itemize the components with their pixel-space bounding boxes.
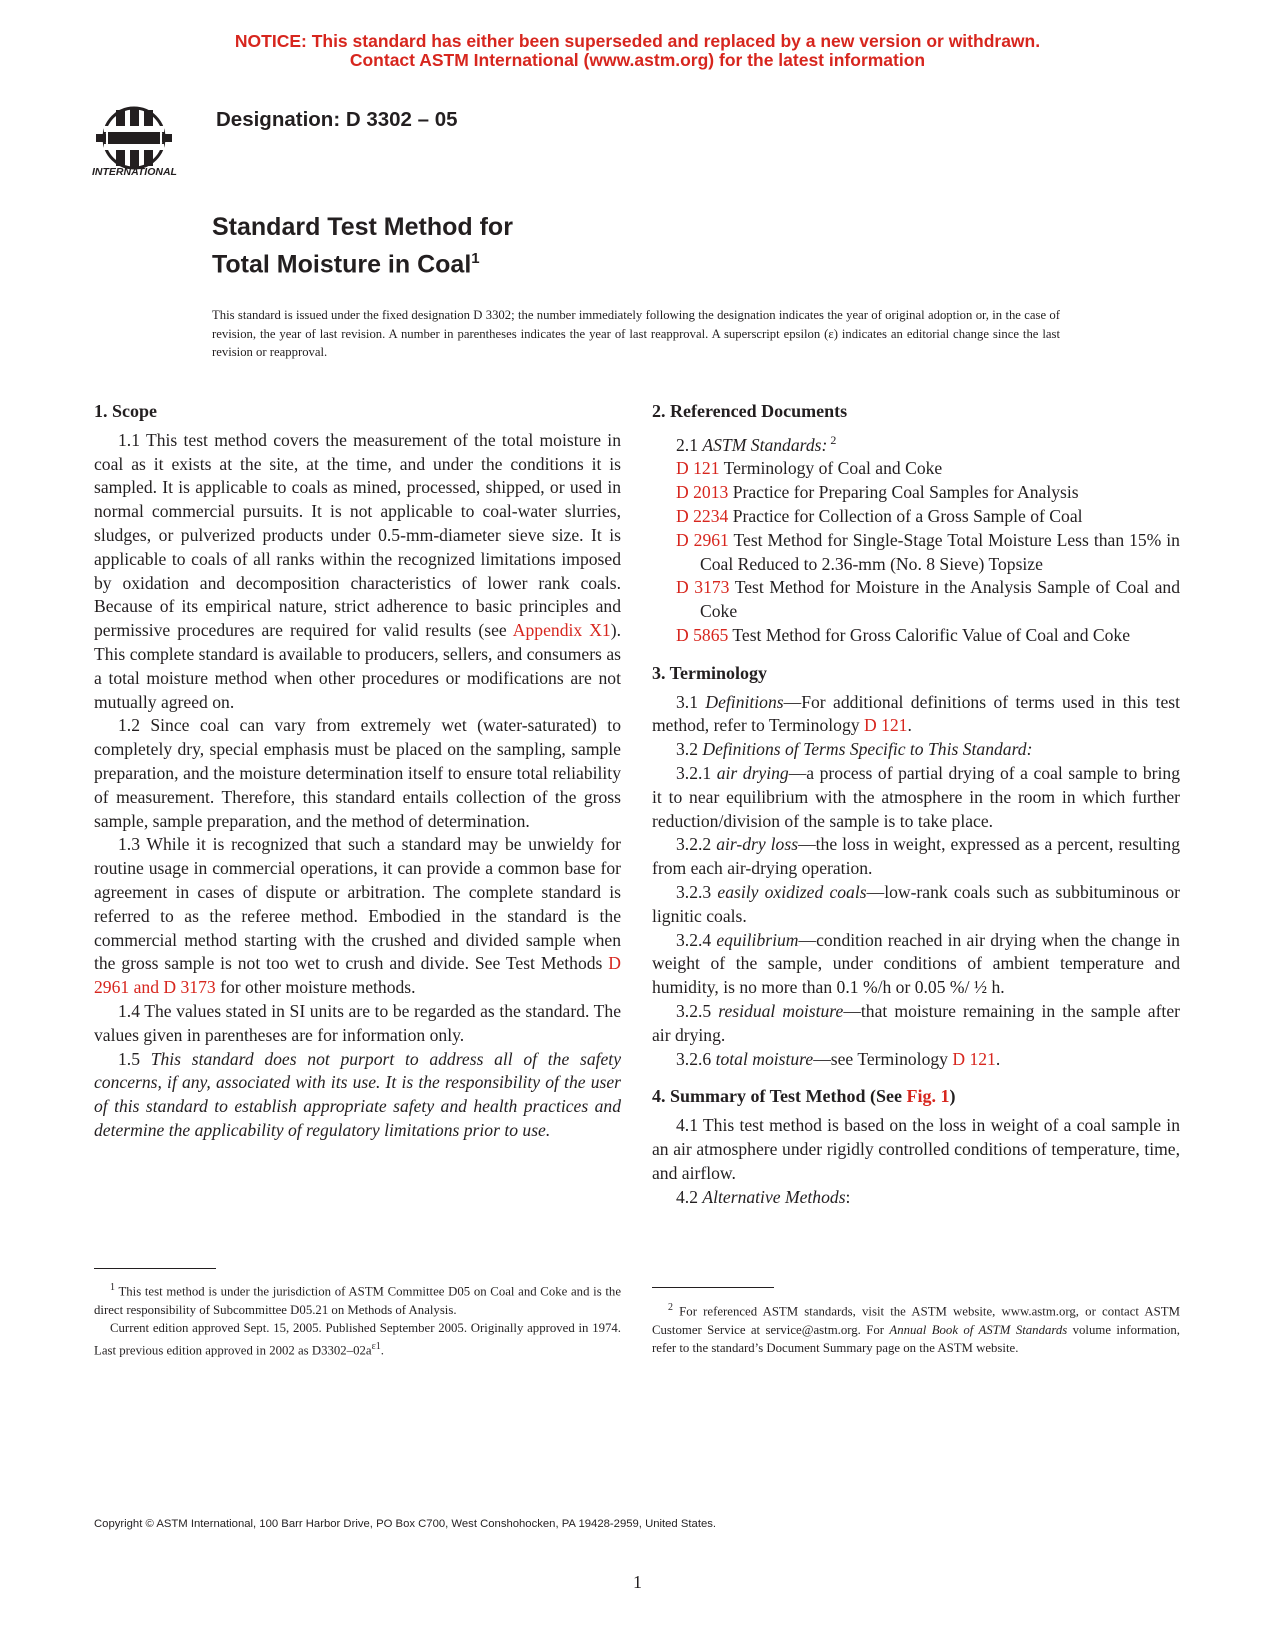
reference-item: [676, 505, 1180, 529]
document-title: [212, 212, 513, 280]
term-3-1-num: 3.1: [676, 691, 706, 712]
footnote-1-p2-text: Current edition approved Sept. 15, 2005. Published September 2005. Originally approved in 1974. Last previous edition approved in 2002 as D3302–02a: [94, 1321, 621, 1358]
def-num: 3.2.4: [676, 929, 717, 950]
ref-sub-italic: ASTM Standards:: [702, 434, 828, 455]
ref-d5865-title: Test Method for Gross Calorific Value of Coal and Coke: [728, 625, 1131, 646]
ref-d121-title: Terminology of Coal and Coke: [719, 458, 943, 479]
term-3-2-6-end: .: [995, 1048, 1001, 1069]
fig-1-link[interactable]: Fig. 1: [906, 1086, 950, 1107]
d2961-d3173-link[interactable]: D 2961 and D 3173: [94, 953, 621, 998]
term-3-2-6-d121-link[interactable]: D 121: [952, 1048, 996, 1069]
footnote-1-p2-end: .: [380, 1343, 384, 1358]
logo-text: INTERNATIONAL: [92, 166, 177, 178]
footnote-1-text: This test method is under the jurisdiction of ASTM Committee D05 on Coal and Coke and is the direct responsibility of Subcommittee D05.21 on Methods of Analysis.: [94, 1284, 621, 1317]
definition-item: [652, 1000, 1180, 1048]
term-3-1: [652, 691, 1180, 739]
reference-item: [676, 576, 1181, 624]
ref-d2234-link[interactable]: D 2234: [676, 506, 729, 527]
summary-para-4-2: [652, 1186, 1180, 1210]
notice-line-2: Contact ASTM International (www.astm.org) for the latest information: [349, 50, 926, 70]
scope-1-3-text-b: for other moisture methods.: [215, 977, 416, 998]
def-term: air drying: [716, 763, 789, 784]
footnote-2-end: volume information, refer to the standard’s Document Summary page on the ASTM website.: [652, 1322, 1180, 1356]
scope-1-1-text-b: ). This complete standard is available to producers, sellers, and consumers as a total moisture method when other procedures or modifications are not mutually agreed on.: [94, 620, 621, 712]
title-line-2: [212, 243, 513, 280]
summary-4-2-num: 4.2: [676, 1186, 703, 1207]
ref-d5865-link[interactable]: D 5865: [676, 625, 729, 646]
reference-item: [676, 457, 1180, 481]
left-column: [94, 400, 621, 1143]
scope-1-1-text-a: 1.1 This test method covers the measurement of the total moisture in coal as it exists at the site, at the time, and under the conditions it is sampled. It is applicable to coals as mined, processed, shipped, or used in normal commercial pursuits. It is not applicable to coal-water slurries, sludges, or pulverized products under 0.5-mm-diameter sieve size. It is applicable to coals of all ranks within the recognized limitations imposed by oxidation and decomposition characteristics of lower rank coals. Because of its empirical nature, strict adherence to basic principles and permissive procedures are required for valid results (see: [94, 429, 621, 641]
astm-standards-label: [676, 429, 1180, 458]
issue-note: This standard is issued under the fixed designation D 3302; the number immediately following the designation indicates the year of original adoption or, in the case of revision, the year of last revision. A number in parentheses indicates the year of last reapproval. A superscript epsilon (ε) indicates an editorial change since the last revision or reapproval.: [212, 308, 1060, 360]
def-num: 3.2.5: [676, 1000, 719, 1021]
astm-logo: [94, 104, 204, 184]
scope-1-5-num: 1.5: [118, 1048, 151, 1069]
scope-1-3-text-a: 1.3 While it is recognized that such a standard may be unwieldy for routine usage in commercial operations, it can provide a common base for agreement in cases of dispute or arbitration. The complete standard is referred to as the referee method. Embodied in the standard is the commercial method starting with the crushed and divided sample when the gross sample is not too wet to crush and divide. See Test Methods: [94, 834, 621, 974]
reference-list: [652, 457, 1180, 647]
term-3-1-end: .: [907, 715, 912, 736]
footnote-1-p2-sup: ε1: [371, 1340, 381, 1352]
footnote-2-italic: Annual Book of ASTM Standards: [889, 1322, 1068, 1337]
def-text: —a process of partial drying of a coal sample to bring it to near equilibrium with the atmosphere in the room in which further reduction/division of the sample is to take place.: [652, 763, 1180, 831]
summary-heading-text: 4. Summary of Test Method (See: [652, 1086, 907, 1107]
summary-heading-end: ): [949, 1086, 956, 1107]
footnote-2: [652, 1299, 1180, 1358]
title-line-1: Standard Test Method for: [212, 213, 513, 241]
ref-d3173-title: Test Method for Moisture in the Analysis Sample of Coal and Coke: [700, 577, 1181, 622]
designation: Designation: D 3302 – 05: [216, 108, 458, 131]
def-text: —low-rank coals such as subbituminous or lignitic coals.: [652, 882, 1180, 926]
term-3-2-6-num: 3.2.6: [676, 1048, 716, 1069]
ref-d2234-title: Practice for Collection of a Gross Sample of Coal: [728, 506, 1083, 527]
scope-para-1-5: [94, 1048, 621, 1143]
right-column: [652, 400, 1180, 1209]
def-text: —the loss in weight, expressed as a percent, resulting from each air-drying operation.: [652, 834, 1180, 879]
scope-para-1-1: [94, 429, 621, 715]
footnote-1-para: [94, 1279, 621, 1319]
term-3-2-num: 3.2: [676, 739, 703, 760]
summary-4-2-italic: Alternative Methods: [702, 1186, 846, 1207]
ref-d121-link[interactable]: D 121: [676, 458, 720, 479]
term-3-2-6-term: total moisture: [715, 1048, 814, 1069]
def-text: —condition reached in air drying when the change in weight of the sample, under conditions of ambient temperature and humidity, is no more than 0.1 %/h or 0.05 %/ ½ h.: [652, 929, 1180, 998]
scope-heading: 1. Scope: [94, 401, 157, 421]
definition-item: [652, 833, 1180, 881]
term-3-2-term: Definitions of Terms Specific to This Standard:: [702, 739, 1033, 760]
ref-sub-num: 2.1: [676, 434, 703, 455]
definition-item: [652, 929, 1180, 1000]
scope-para-1-3: [94, 833, 621, 1000]
ref-d2961-title: Test Method for Single-Stage Total Moisture Less than 15% in Coal Reduced to 2.36-mm (No. 8 Sieve) Topsize: [700, 529, 1180, 574]
referenced-heading: 2. Referenced Documents: [652, 401, 848, 421]
copyright-line: Copyright © ASTM International, 100 Barr Harbor Drive, PO Box C700, West Conshohocken, PA 19428-2959, United States.: [94, 1518, 717, 1530]
definition-item: [652, 762, 1180, 833]
reference-item: [676, 529, 1180, 577]
footnote-1-mark: 1: [110, 1282, 115, 1293]
def-term: air-dry loss: [716, 834, 799, 855]
title-footnote-mark: 1: [471, 250, 480, 267]
footnote-1: [94, 1279, 621, 1360]
title-line-2-text: Total Moisture in Coal: [212, 250, 472, 279]
def-term: residual moisture: [718, 1000, 844, 1021]
footnote-2-para: [652, 1299, 1180, 1358]
term-3-2-6-text: —see Terminology: [813, 1048, 953, 1069]
ref-d2961-link[interactable]: D 2961: [676, 529, 729, 550]
term-3-2: [652, 738, 1180, 762]
def-num: 3.2.1: [676, 763, 717, 784]
definition-item: [652, 881, 1180, 929]
summary-para-4-1: 4.1 This test method is based on the loss in weight of a coal sample in an air atmosphere under rigidly controlled conditions of temperature, time, and airflow.: [652, 1115, 1180, 1183]
term-d121-link[interactable]: D 121: [863, 715, 908, 736]
reference-item: [676, 624, 1180, 648]
term-3-2-6: [652, 1048, 1180, 1072]
footnote-2-text: For referenced ASTM standards, visit the ASTM website, www.astm.org, or contact ASTM Customer Service at service@astm.org. For: [652, 1304, 1180, 1337]
notice-line-1: NOTICE: This standard has either been superseded and replaced by a new version or withdrawn.: [234, 31, 1041, 51]
ref-sub-mark: 2: [827, 432, 837, 447]
term-3-1-text: —For additional definitions of terms used in this test method, refer to Terminology: [652, 691, 1181, 736]
scope-1-5-italic: This standard does not purport to address all of the safety concerns, if any, associated with its use. It is the responsibility of the user of this standard to establish appropriate safety and health practices and determine the applicability of regulatory limitations prior to use.: [94, 1048, 622, 1140]
def-term: easily oxidized coals: [717, 882, 867, 902]
scope-para-1-4: 1.4 The values stated in SI units are to be regarded as the standard. The values given in parentheses are for information only.: [94, 1000, 621, 1045]
summary-4-2-end: :: [845, 1186, 851, 1207]
page-number: 1: [633, 1572, 642, 1592]
reference-item: [676, 481, 1180, 505]
summary-heading: [652, 1085, 1180, 1109]
def-text: —that moisture remaining in the sample after air drying.: [652, 1000, 1180, 1045]
scope-para-1-2: 1.2 Since coal can vary from extremely wet (water-saturated) to completely dry, special emphasis must be placed on the sampling, sample preparation, and the moisture determination itself to ensure total reliability of measurement. Therefore, this standard entails collection of the gross sample, sample preparation, and the method of determination.: [94, 715, 621, 831]
terminology-heading: 3. Terminology: [652, 662, 768, 683]
footnote-divider-left: [94, 1268, 216, 1269]
footnote-divider-right: [652, 1287, 774, 1288]
footnote-1-para-2: [94, 1319, 621, 1359]
ref-d3173-link[interactable]: D 3173: [676, 577, 730, 598]
term-3-1-term: Definitions: [705, 691, 784, 712]
ref-d2013-link[interactable]: D 2013: [676, 482, 729, 503]
def-num: 3.2.2: [676, 834, 717, 855]
ref-d2013-title: Practice for Preparing Coal Samples for Analysis: [728, 482, 1079, 503]
def-num: 3.2.3: [676, 882, 718, 902]
appendix-x1-link[interactable]: Appendix X1: [512, 620, 611, 641]
notice-banner: [0, 32, 1275, 70]
def-term: equilibrium: [716, 929, 799, 950]
footnote-2-mark: 2: [668, 1302, 673, 1313]
